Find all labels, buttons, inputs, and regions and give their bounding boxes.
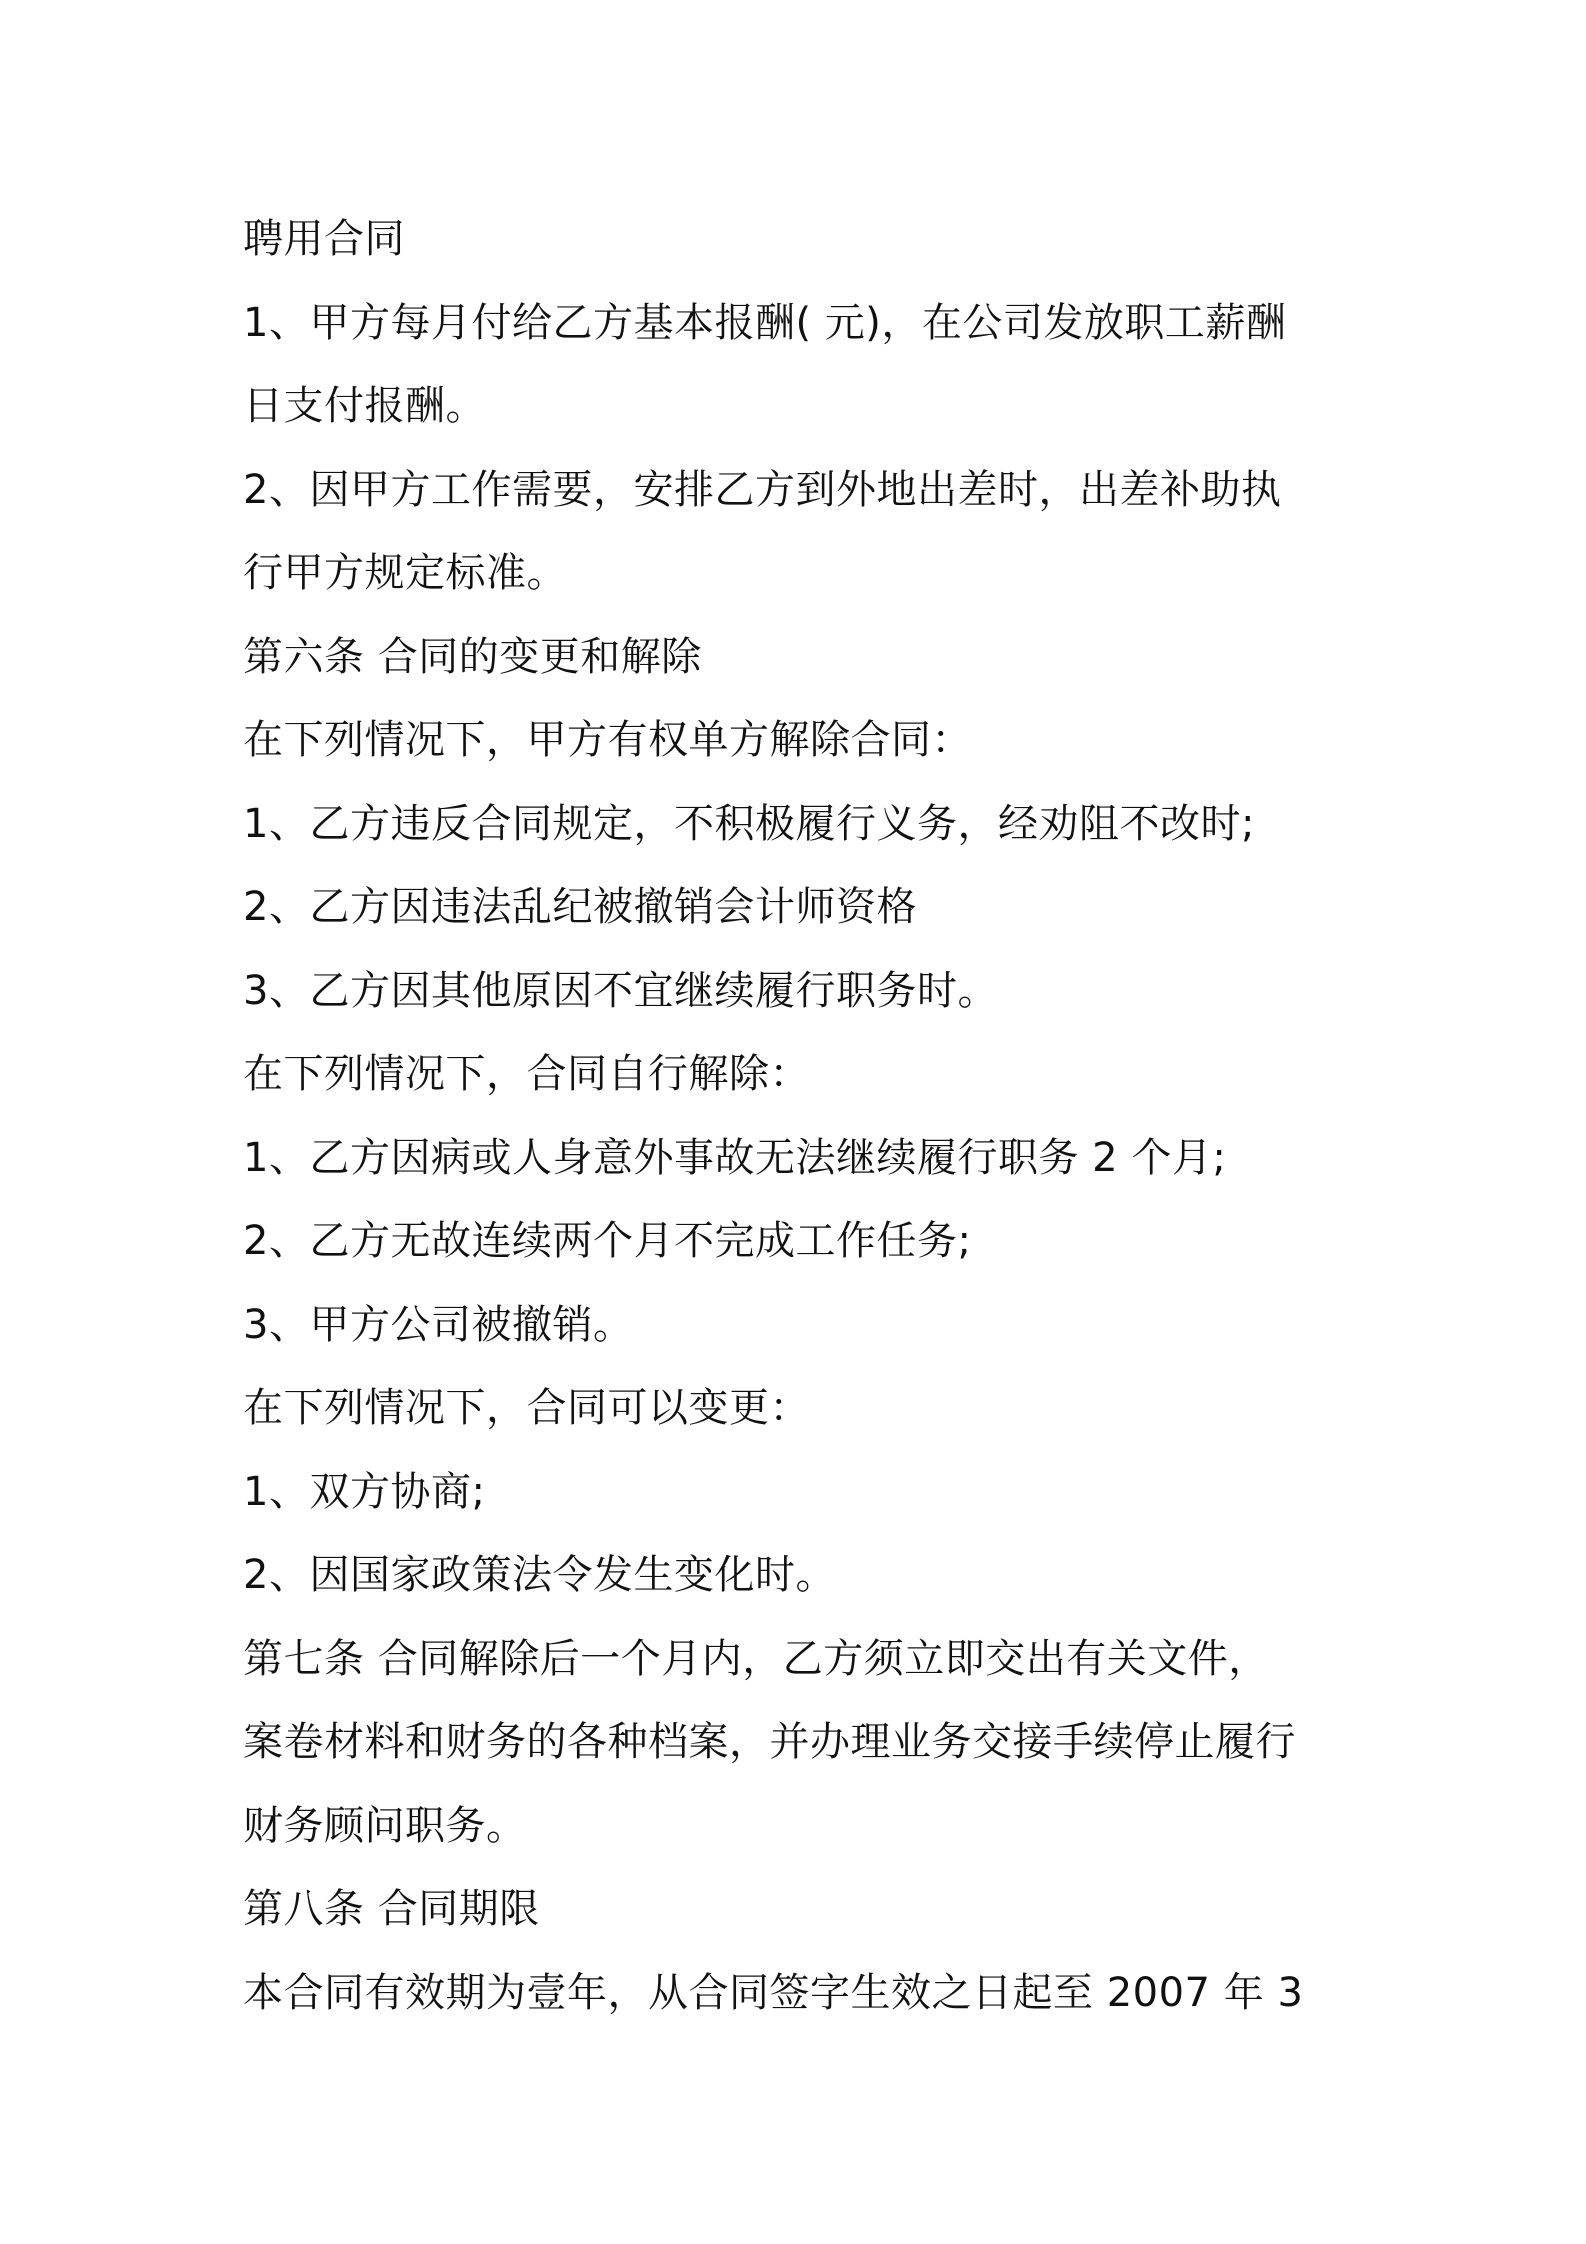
paragraph-line: 在下列情况下，合同自行解除： (243, 1051, 810, 1097)
list-item: 1、乙方违反合同规定，不积极履行义务，经劝阻不改时; (243, 800, 1255, 847)
paragraph-line: 在下列情况下，甲方有权单方解除合同： (243, 717, 972, 763)
document-title: 聘用合同 (243, 216, 405, 262)
paragraph-line: 本合同有效期为壹年，从合同签字生效之日起至 2007 年 3 (243, 1969, 1304, 2016)
list-item: 1、乙方因病或人身意外事故无法继续履行职务 2 个月; (243, 1134, 1227, 1181)
list-item: 2、因国家政策法令发生变化时。 (243, 1552, 836, 1598)
section-heading: 第六条 合同的变更和解除 (243, 633, 702, 680)
list-item: 1、双方协商; (243, 1468, 486, 1515)
list-item: 3、甲方公司被撤销。 (243, 1301, 634, 1348)
paragraph-line: 1、甲方每月付给乙方基本报酬( 元)，在公司发放职工薪酬 (243, 299, 1287, 346)
section-heading: 第八条 合同期限 (243, 1886, 540, 1932)
paragraph-line: 案卷材料和财务的各种档案，并办理业务交接手续停止履行 (243, 1719, 1296, 1765)
list-item: 2、乙方无故连续两个月不完成工作任务; (243, 1218, 972, 1264)
paragraph-line: 财务顾问职务。 (243, 1802, 527, 1849)
paragraph-line: 行甲方规定标准。 (243, 550, 567, 596)
paragraph-line: 日支付报酬。 (243, 383, 486, 429)
paragraph-line: 在下列情况下，合同可以变更： (243, 1385, 810, 1431)
section-heading: 第七条 合同解除后一个月内，乙方须立即交出有关文件， (243, 1635, 1269, 1682)
paragraph-line: 2、因甲方工作需要，安排乙方到外地出差时，出差补助执 (243, 466, 1282, 513)
document-body (243, 198, 1363, 2035)
list-item: 2、乙方因违法乱纪被撤销会计师资格 (243, 884, 917, 930)
list-item: 3、乙方因其他原因不宜继续履行职务时。 (243, 967, 998, 1014)
